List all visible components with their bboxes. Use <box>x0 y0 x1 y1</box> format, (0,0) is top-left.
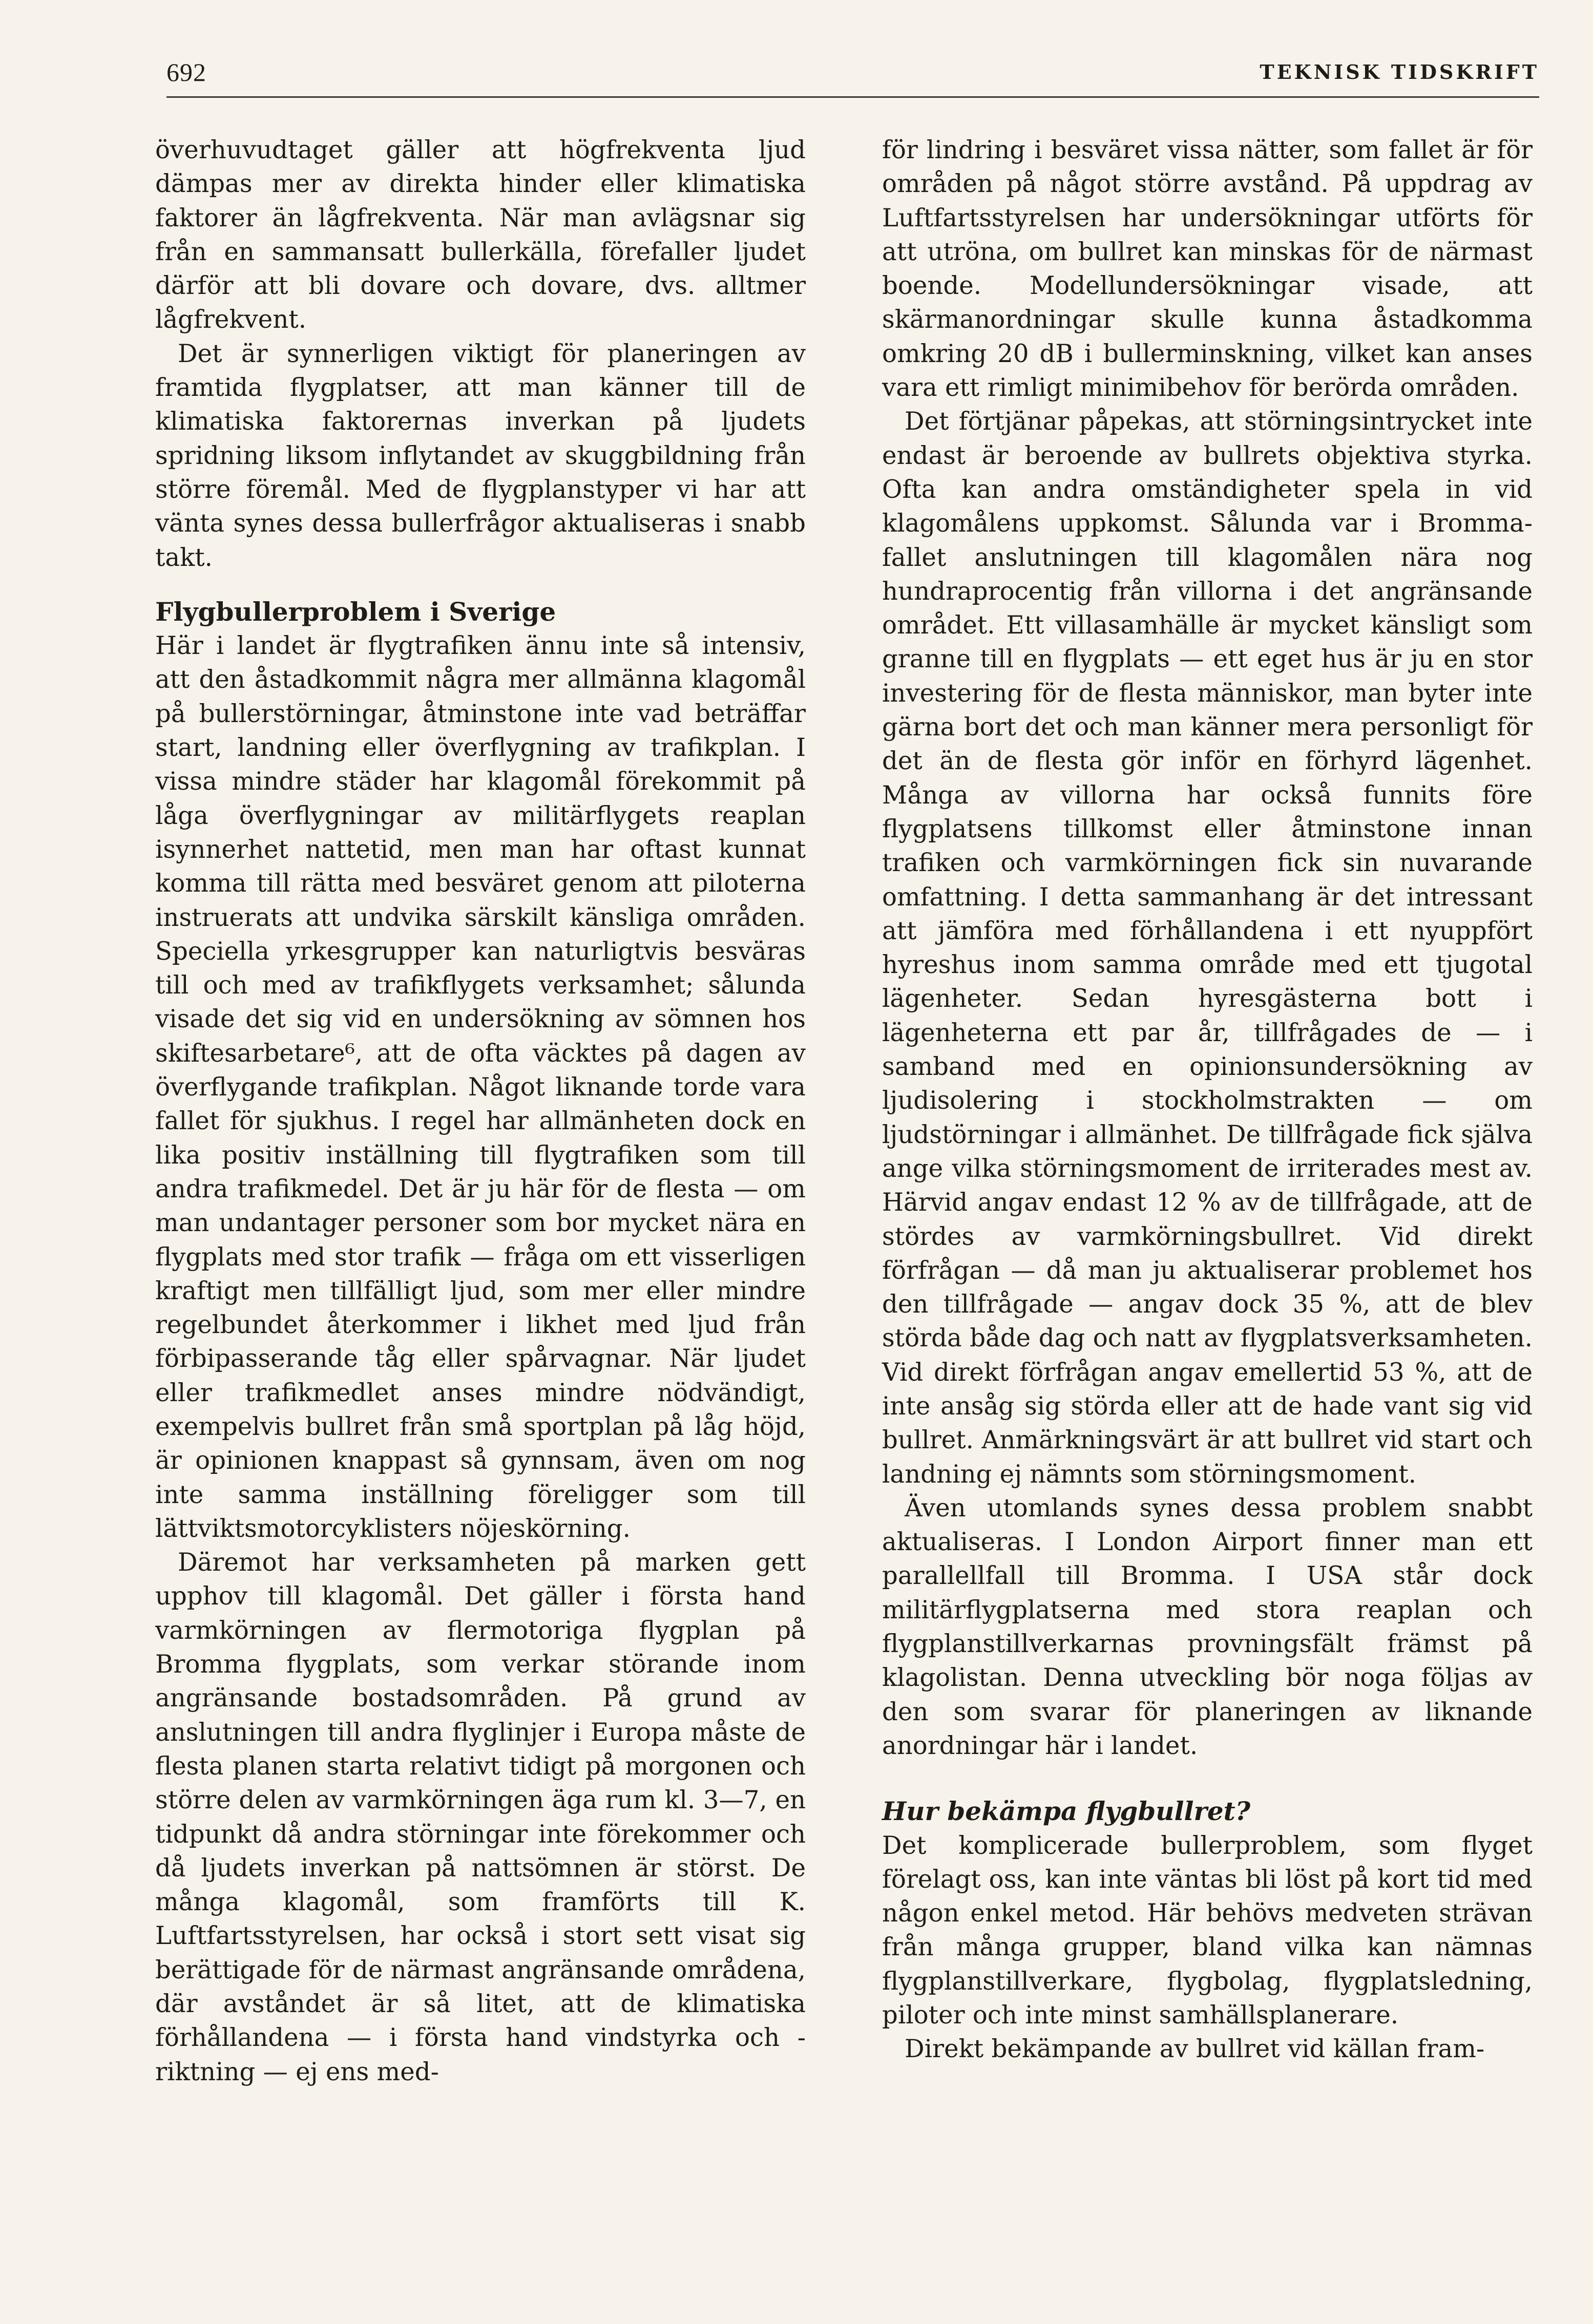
paragraph: Här i landet är flygtrafiken ännu inte så intensiv, att den åstadkommit några mer allmänna klagomål på bullerstörningar, åtminstone inte vad beträffar start, landning eller överflygning av trafikplan. I vissa mindre städer har klagomål förekommit på låga överflygningar av militärflygets reaplan isynnerhet nattetid, men man har oftast kunnat komma till rätta med besväret genom att piloterna instruerats att undvika särskilt känsliga områden. Speciella yrkesgrupper kan naturligtvis besväras till och med av trafikflygets verksamhet; sålunda visade det sig vid en undersökning av sömnen hos skiftesarbetare⁶, att de ofta väcktes på dagen av överflygande trafikplan. Något liknande torde vara fallet för sjukhus. I regel har allmänheten dock en lika positiv inställning till flygtrafiken som till andra trafikmedel. Det är ju här för de flesta — om man undantager personer som bor mycket nära en flygplats med stor trafik — fråga om ett visserligen kraftigt men tillfälligt ljud, som mer eller mindre regelbundet återkommer i likhet med ljud från förbipasserande tåg eller spårvagnar. När ljudet eller trafikmedlet anses mindre nödvändigt, exempelvis bullret från små sportplan på låg höjd, är opinionen knappast så gynnsam, även om nog inte samma inställning föreligger som till lättviktsmotorcyklisters nöjeskörning. <box>155 631 806 1543</box>
paragraph: överhuvudtaget gäller att högfrekventa ljud dämpas mer av direkta hinder eller klimatiska faktorer än lågfrekventa. När man avlägsnar sig från en sammansatt bullerkälla, förefaller ljudet därför att bli dovare och dovare, dvs. alltmer lågfrekvent. <box>155 136 806 334</box>
left-column <box>155 133 806 2089</box>
page-number: 692 <box>166 58 206 87</box>
paragraph: Direkt bekämpande av bullret vid källan fram- <box>905 2035 1485 2064</box>
section-heading: Flygbullerproblem i Sverige <box>155 596 556 627</box>
paragraph: för lindring i besväret vissa nätter, som fallet är för områden på något större avstånd. På uppdrag av Luftfartsstyrelsen har undersökningar utförts för att utröna, om bullret kan minskas för de närmast boende. Modellundersökningar visade, att skärmanordningar skulle kunna åstadkomma omkring 20 dB i bullerminskning, vilket kan anses vara ett rimligt minimibehov för berörda områden. <box>882 136 1533 403</box>
paragraph: Även utomlands synes dessa problem snabbt aktualiseras. I London Airport finner man ett parallellfall till Bromma. I USA står dock militärflygplatserna med stora reaplan och flygplanstillverkarnas provningsfält främst på klagolistan. Denna utveckling bör noga följas av den som svarar för planeringen av liknande anordningar här i landet. <box>882 1493 1533 1760</box>
paragraph: Det komplicerade bullerproblem, som flyget förelagt oss, kan inte väntas bli löst på kort tid med någon enkel metod. Här behövs medveten strävan från många grupper, bland vilka kan nämnas flygplanstillverkare, flygbolag, flygplatsledning, piloter och inte minst samhällsplanerare. <box>882 1831 1533 2030</box>
paragraph: Däremot har verksamheten på marken gett upphov till klagomål. Det gäller i första hand varmkörningen av flermotoriga flygplan på Bromma flygplats, som verkar störande inom angränsande bostadsområden. På grund av anslutningen till andra flyglinjer i Europa måste de flesta planen starta relativt tidigt på morgonen och större delen av varmkörningen äga rum kl. 3—7, en tidpunkt då andra störningar inte förekommer och då ljudets inverkan på nattsömnen är störst. De många klagomål, som framförts till K. Luftfartsstyrelsen, har också i stort sett visat sig berättigade för de närmast angränsande områdena, där avståndet är så litet, att de klimatiska förhållandena — i första hand vindstyrka och -riktning — ej ens med- <box>155 1548 806 2086</box>
paragraph: Det förtjänar påpekas, att störningsintrycket inte endast är beroende av bullrets objektiva styrka. Ofta kan andra omständigheter spela in vid klagomålens uppkomst. Sålunda var i Bromma-fallet anslutningen till klagomålen nära nog hundraprocentig från villorna i det angränsande området. Ett villasamhälle är mycket känsligt som granne till en flygplats — ett eget hus är ju en stor investering för de flesta människor, man byter inte gärna bort det och man känner mera personligt för det än de flesta gör inför en förhyrd lägenhet. Många av villorna har också funnits före flygplatsens tillkomst eller åtminstone innan trafiken och varmkörningen fick sin nuvarande omfattning. I detta sammanhang är det intressant att jämföra med förhållandena i ett nyuppfört hyreshus inom samma område med ett tjugotal lägenheter. Sedan hyresgästerna bott i lägenheterna ett par år, tillfrågades de — i samband med en opinionsundersökning av ljudisolering i stockholmstrakten — om ljudstörningar i allmänhet. De tillfrågade fick själva ange vilka störningsmoment de irriterades mest av. Härvid angav endast 12 % av de tillfrågade, att de stördes av varmkörningsbullret. Vid direkt förfrågan — då man ju aktualiserar problemet hos den tillfrågade — angav dock 35 %, att de blev störda både dag och natt av flygplatsverksamheten. Vid direkt förfrågan angav emellertid 53 %, att de inte ansåg sig störda eller att de hade vant sig vid bullret. Anmärkningsvärt är att bullret vid start och landning ej nämnts som störningsmoment. <box>882 407 1533 1489</box>
journal-title: TEKNISK TIDSKRIFT <box>1260 60 1539 83</box>
header-rule <box>166 96 1539 98</box>
paragraph: Det är synnerligen viktigt för planeringen av framtida flygplatser, att man känner till de klimatiska faktorernas inverkan på ljudets spridning liksom inflytandet av skuggbildning från större föremål. Med de flygplanstyper vi har att vänta synes dessa bullerfrågor aktualiseras i snabb takt. <box>155 339 806 572</box>
page-header <box>166 57 1539 93</box>
section-heading: Hur bekämpa flygbullret? <box>882 1796 1251 1827</box>
right-column <box>882 133 1533 2066</box>
